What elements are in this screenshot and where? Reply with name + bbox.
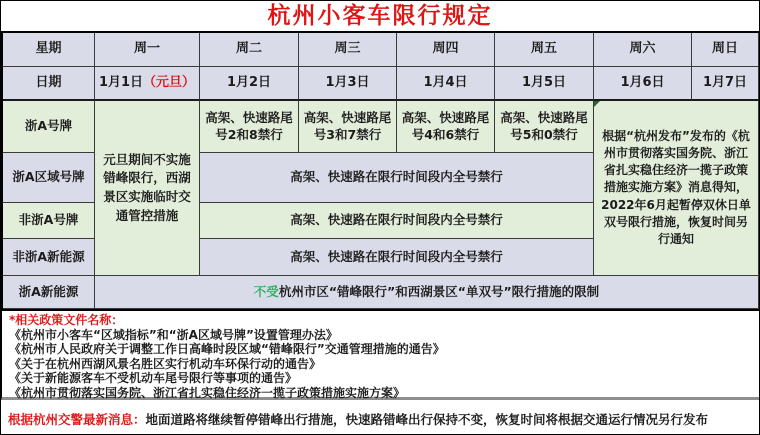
exempt-highlight: 不受 [253,283,279,299]
date-wednesday: 1月3日 [299,67,397,101]
header-week-label: 星期 [3,33,95,67]
restriction-table [1,31,760,311]
header-tuesday: 周二 [200,33,299,67]
date-thursday: 1月4日 [397,67,495,101]
page-title: 杭州小客车限行规定 [267,3,493,28]
traffic-police-notice [1,403,760,435]
header-friday: 周五 [495,33,594,67]
row-label-zhea-regional-plate: 浙A区域号牌 [3,153,95,203]
zhea-wednesday-rule: 高架、快速路尾号3和7禁行 [299,101,397,153]
header-sunday: 周日 [692,33,759,67]
monday-holiday-rule-cell: 元旦期间不实施错峰限行，西湖景区实施临时交通管控措施 [95,101,200,276]
date-monday [95,67,200,101]
cell-comment-marker-icon [594,101,600,107]
exempt-rest: 杭州市区“错峰限行”和西湖景区“单双号”限行措施的限制 [278,283,600,299]
notice-lead: 根据杭州交警最新消息： [8,412,146,427]
date-saturday: 1月6日 [594,67,692,101]
header-wednesday: 周三 [299,33,397,67]
header-thursday: 周四 [397,33,495,67]
zhea-tuesday-rule: 高架、快速路尾号2和8禁行 [200,101,299,153]
policy-document-item: 《杭州市贯彻落实国务院、浙江省扎实稳住经济一揽子政策措施实施方案》 [9,385,406,400]
date-monday-value: 1月1日 [98,74,144,90]
row-label-zhea-plate: 浙A号牌 [3,101,95,153]
non-zhea-rule: 高架、快速路在限行时间段内全号禁行 [200,203,594,239]
zhea-regional-rule: 高架、快速路在限行时间段内全号禁行 [200,153,594,203]
date-sunday: 1月7日 [692,67,759,101]
policy-document-item: 《关于在杭州西湖风景名胜区实行机动车环保行动的通告》 [9,356,322,371]
header-saturday: 周六 [594,33,692,67]
non-zhea-new-energy-rule: 高架、快速路在限行时间段内全号禁行 [200,239,594,276]
row-label-non-zhea-new-energy: 非浙A新能源 [3,239,95,276]
row-label-zhea-new-energy: 浙A新能源 [3,276,95,309]
zhea-friday-rule: 高架、快速路尾号5和0禁行 [495,101,594,153]
zhea-new-energy-rule-cell [95,276,759,309]
header-monday: 周一 [95,33,200,67]
weekend-suspension-note-text: 根据“杭州发布”发布的《杭州市贯彻落实国务院、浙江省扎实稳住经济一揽子政策措施实施方案》消息得知，2022年6月起暂停双休日单双号限行措施，恢复时间另行通知 [601,129,751,246]
date-tuesday: 1月2日 [200,67,299,101]
policy-document-item: 《杭州市小客车“区域指标”和“浙A区域号牌”设置管理办法》 [9,327,338,342]
zhea-new-energy-rule-text [254,284,599,300]
policy-documents-heading: *相关政策文件名称： [9,313,124,327]
policy-document-item: 《关于新能源客车不受机动车尾号限行等事项的通告》 [9,371,298,385]
policy-document-item: 《杭州市人民政府关于调整工作日高峰时段区域“错峰限行”交通管理措施的通告》 [9,342,445,356]
zhea-thursday-rule: 高架、快速路尾号4和6禁行 [397,101,495,153]
date-monday-holiday-note: （元旦） [143,74,196,90]
row-label-non-zhea-plate: 非浙A号牌 [3,203,95,239]
weekend-suspension-note-cell [594,101,759,276]
header-date-label: 日期 [3,67,95,101]
notice-body: 地面道路将继续暂停错峰出行措施，快速路错峰出行保持不变，恢复时间将根据交通运行情况另行发布 [145,412,709,427]
policy-documents-section [1,311,760,400]
date-friday: 1月5日 [495,67,594,101]
